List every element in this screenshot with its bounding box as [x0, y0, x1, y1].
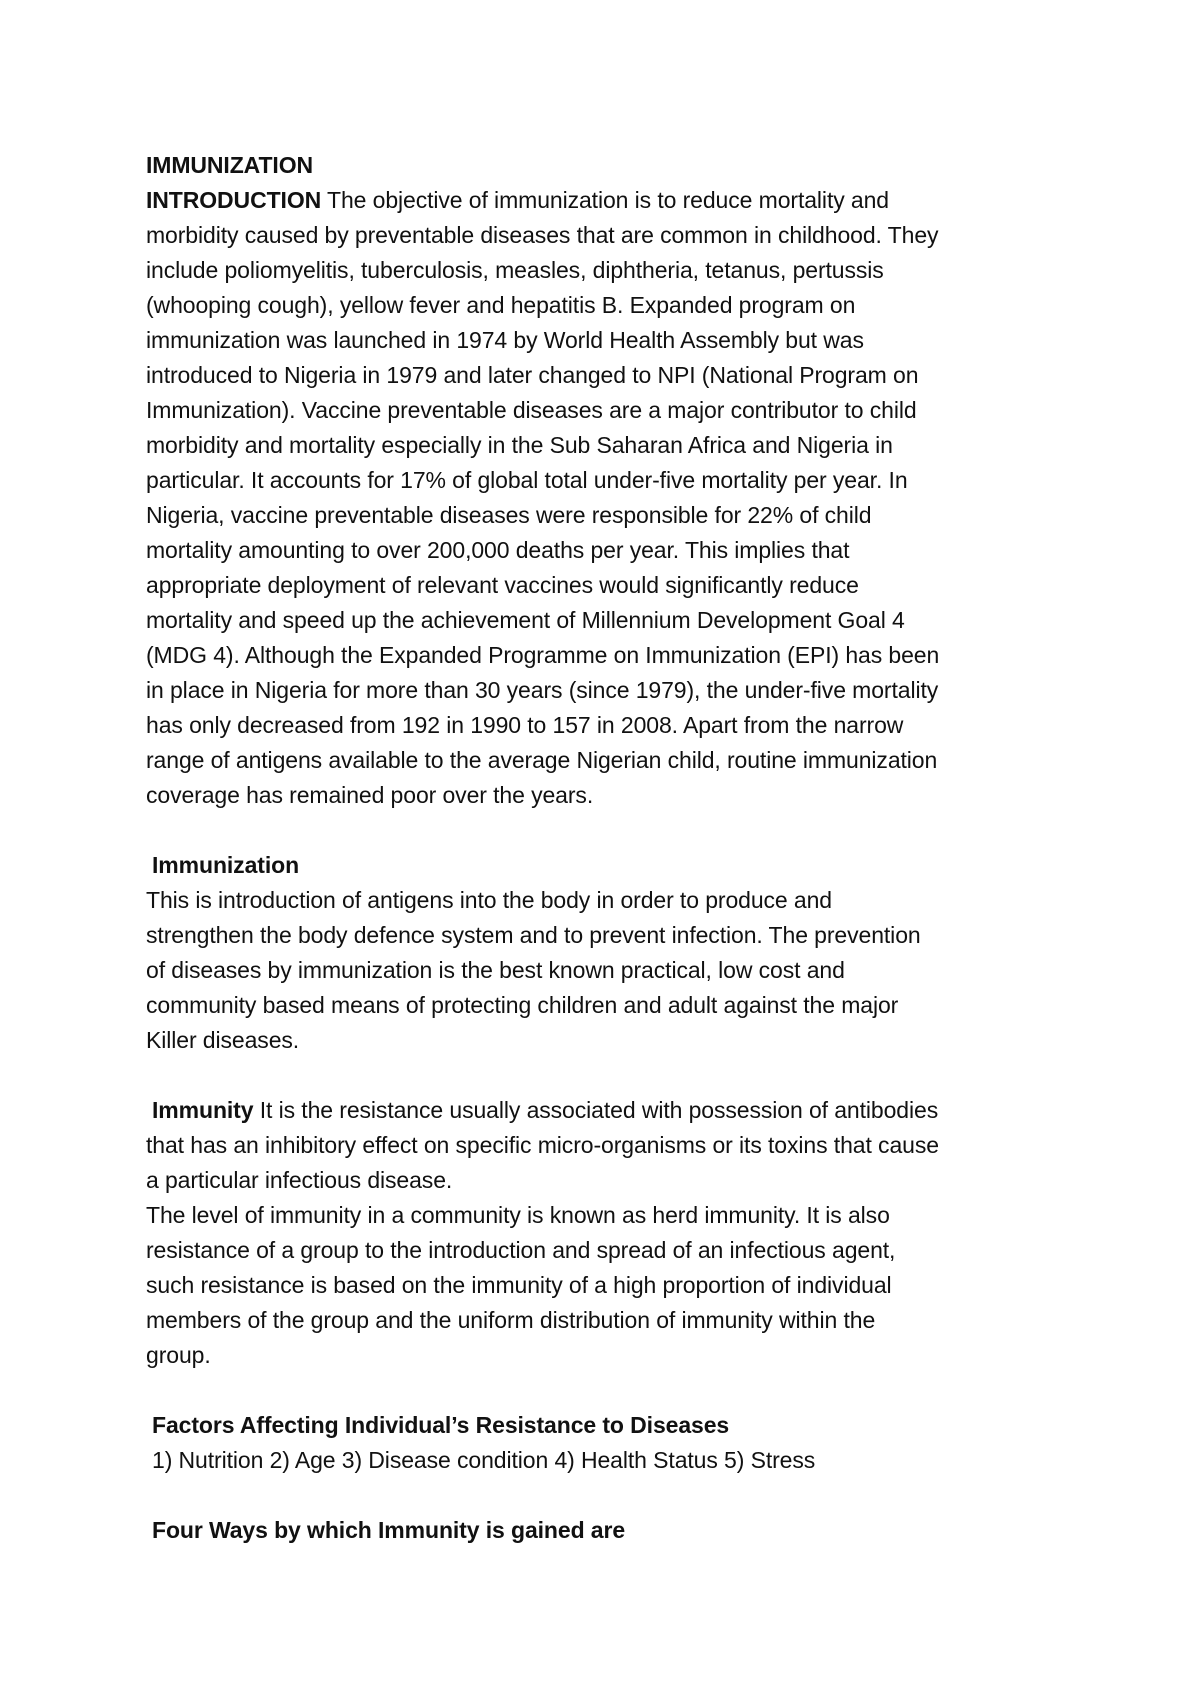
ways-heading: Four Ways by which Immunity is gained are: [152, 1517, 626, 1543]
document-body: [146, 148, 1076, 1548]
intro-line: include poliomyelitis, tuberculosis, measles, diphtheria, tetanus, pertussis: [146, 257, 884, 283]
immunization-line: of diseases by immunization is the best known practical, low cost and: [146, 957, 845, 983]
document-title: IMMUNIZATION: [146, 152, 314, 178]
immunization-line: Killer diseases.: [146, 1027, 300, 1053]
intro-heading: INTRODUCTION: [146, 187, 322, 213]
intro-line: immunization was launched in 1974 by World Health Assembly but was: [146, 327, 864, 353]
immunity-line: group.: [146, 1342, 211, 1368]
intro-line: (whooping cough), yellow fever and hepatitis B. Expanded program on: [146, 292, 856, 318]
factors-list: 1) Nutrition 2) Age 3) Disease condition 4) Health Status 5) Stress: [152, 1447, 816, 1473]
factors-heading: Factors Affecting Individual’s Resistance to Diseases: [152, 1412, 730, 1438]
immunization-line: This is introduction of antigens into the body in order to produce and: [146, 887, 832, 913]
paragraph-gap: [146, 1478, 1076, 1513]
intro-line: appropriate deployment of relevant vaccines would significantly reduce: [146, 572, 859, 598]
intro-line: range of antigens available to the average Nigerian child, routine immunization: [146, 747, 938, 773]
paragraph-gap: [146, 1058, 1076, 1093]
immunity-line: resistance of a group to the introduction and spread of an infectious agent,: [146, 1237, 896, 1263]
immunization-heading: Immunization: [152, 852, 300, 878]
paragraph-gap: [146, 1373, 1076, 1408]
intro-line: particular. It accounts for 17% of global total under-five mortality per year. In: [146, 467, 908, 493]
intro-line: coverage has remained poor over the years.: [146, 782, 594, 808]
immunity-line: a particular infectious disease.: [146, 1167, 453, 1193]
intro-line: introduced to Nigeria in 1979 and later changed to NPI (National Program on: [146, 362, 919, 388]
intro-line: Immunization). Vaccine preventable diseases are a major contributor to child: [146, 397, 917, 423]
intro-line: morbidity caused by preventable diseases that are common in childhood. They: [146, 222, 939, 248]
immunity-line: that has an inhibitory effect on specific micro-organisms or its toxins that cause: [146, 1132, 939, 1158]
intro-line: mortality and speed up the achievement of Millennium Development Goal 4: [146, 607, 905, 633]
immunity-first-line-text: It is the resistance usually associated with possession of antibodies: [259, 1097, 939, 1123]
intro-first-line: [146, 183, 1076, 218]
intro-line: (MDG 4). Although the Expanded Programme on Immunization (EPI) has been: [146, 642, 940, 668]
immunity-line: members of the group and the uniform distribution of immunity within the: [146, 1307, 876, 1333]
immunization-line: strengthen the body defence system and to prevent infection. The prevention: [146, 922, 921, 948]
immunization-line: community based means of protecting children and adult against the major: [146, 992, 899, 1018]
immunity-line: The level of immunity in a community is known as herd immunity. It is also: [146, 1202, 890, 1228]
immunity-line: such resistance is based on the immunity of a high proportion of individual: [146, 1272, 892, 1298]
intro-line: Nigeria, vaccine preventable diseases were responsible for 22% of child: [146, 502, 872, 528]
intro-line: has only decreased from 192 in 1990 to 157 in 2008. Apart from the narrow: [146, 712, 904, 738]
immunity-first-line: [146, 1093, 1076, 1128]
intro-line: morbidity and mortality especially in the Sub Saharan Africa and Nigeria in: [146, 432, 893, 458]
intro-first-line-text: The objective of immunization is to reduce mortality and: [327, 187, 889, 213]
intro-line: in place in Nigeria for more than 30 years (since 1979), the under-five mortality: [146, 677, 939, 703]
paragraph-gap: [146, 813, 1076, 848]
immunity-heading: Immunity: [152, 1097, 254, 1123]
intro-line: mortality amounting to over 200,000 deaths per year. This implies that: [146, 537, 850, 563]
